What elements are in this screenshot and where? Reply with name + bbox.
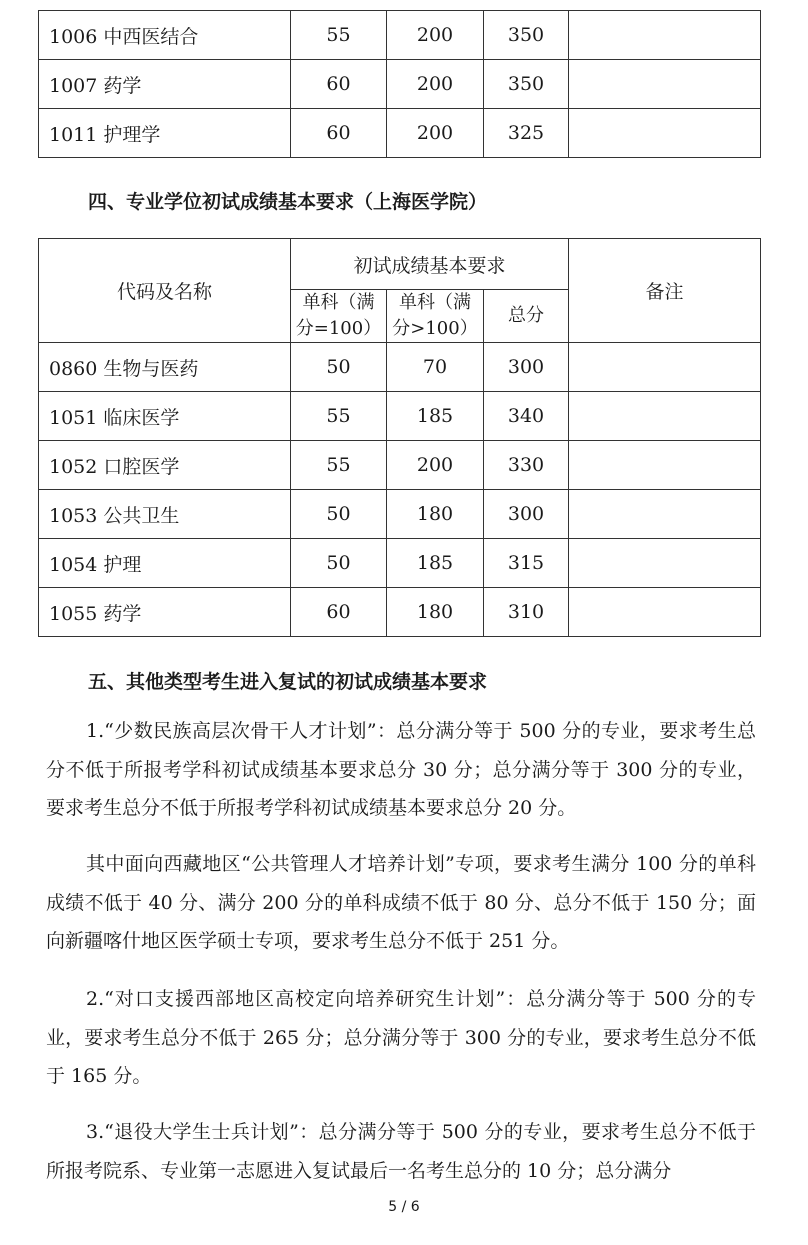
header-group: 初试成绩基本要求 bbox=[291, 239, 569, 290]
total-score: 350 bbox=[484, 60, 569, 109]
program-name: 1006 中西医结合 bbox=[39, 11, 291, 60]
table-row bbox=[39, 588, 761, 637]
single-gt100-score: 200 bbox=[387, 11, 484, 60]
paragraph-minority-plan: 1.“少数民族高层次骨干人才计划”：总分满分等于 500 分的专业，要求考生总分不低于所报考学科初试成绩基本要求总分 30 分；总分满分等于 300 分的专业，要求考生总分不低于所报考学科初试成绩基本要求总分 20 分。 bbox=[46, 720, 756, 819]
single-100-score: 60 bbox=[291, 109, 387, 158]
table-row bbox=[39, 60, 761, 109]
table-row bbox=[39, 539, 761, 588]
single-100-score: 55 bbox=[291, 392, 387, 441]
single-gt100-score: 185 bbox=[387, 392, 484, 441]
single-gt100-score: 70 bbox=[387, 343, 484, 392]
single-gt100-score: 185 bbox=[387, 539, 484, 588]
program-name: 1011 护理学 bbox=[39, 109, 291, 158]
program-name: 0860 生物与医药 bbox=[39, 343, 291, 392]
program-name: 1055 药学 bbox=[39, 588, 291, 637]
header-single-gt100-line2: 分>100） bbox=[392, 318, 478, 339]
note-cell bbox=[569, 539, 761, 588]
table-row bbox=[39, 109, 761, 158]
single-100-score: 60 bbox=[291, 588, 387, 637]
page-number: 5 / 6 bbox=[388, 1199, 420, 1215]
table-row bbox=[39, 441, 761, 490]
section-4-heading: 四、专业学位初试成绩基本要求（上海医学院） bbox=[88, 191, 488, 213]
total-score: 325 bbox=[484, 109, 569, 158]
paragraph-veteran-plan: 3.“退役大学生士兵计划”：总分满分等于 500 分的专业，要求考生总分不低于所报考院系、专业第一志愿进入复试最后一名考生总分的 10 分；总分满分 bbox=[46, 1121, 756, 1182]
table-header-row bbox=[39, 239, 761, 290]
program-name: 1051 临床医学 bbox=[39, 392, 291, 441]
header-single-gt100-line1: 单科（满 bbox=[399, 292, 471, 313]
program-name: 1052 口腔医学 bbox=[39, 441, 291, 490]
note-cell bbox=[569, 441, 761, 490]
paragraph-tibet-xinjiang: 其中面向西藏地区“公共管理人才培养计划”专项，要求考生满分 100 分的单科成绩不低于 40 分、满分 200 分的单科成绩不低于 80 分、总分不低于 150 分；面向新疆喀什地区医学硕士专项，要求考生总分不低于 251 分。 bbox=[46, 853, 756, 952]
note-cell bbox=[569, 11, 761, 60]
paragraph-western-support: 2.“对口支援西部地区高校定向培养研究生计划”：总分满分等于 500 分的专业，要求考生总分不低于 265 分；总分满分等于 300 分的专业，要求考生总分不低于 165 分。 bbox=[46, 988, 756, 1087]
program-name: 1054 护理 bbox=[39, 539, 291, 588]
note-cell bbox=[569, 343, 761, 392]
single-gt100-score: 200 bbox=[387, 109, 484, 158]
note-cell bbox=[569, 392, 761, 441]
single-100-score: 55 bbox=[291, 441, 387, 490]
header-note: 备注 bbox=[569, 239, 761, 343]
total-score: 330 bbox=[484, 441, 569, 490]
section-5-heading: 五、其他类型考生进入复试的初试成绩基本要求 bbox=[88, 671, 488, 693]
header-single-100 bbox=[291, 290, 387, 343]
total-score: 300 bbox=[484, 343, 569, 392]
single-100-score: 50 bbox=[291, 539, 387, 588]
table-row bbox=[39, 392, 761, 441]
score-table-academic bbox=[38, 10, 761, 158]
score-table-professional bbox=[38, 238, 761, 637]
total-score: 310 bbox=[484, 588, 569, 637]
program-name: 1007 药学 bbox=[39, 60, 291, 109]
table-row bbox=[39, 343, 761, 392]
total-score: 300 bbox=[484, 490, 569, 539]
single-gt100-score: 200 bbox=[387, 60, 484, 109]
header-single-100-line2: 分=100） bbox=[295, 318, 382, 339]
total-score: 340 bbox=[484, 392, 569, 441]
table-row bbox=[39, 11, 761, 60]
single-100-score: 60 bbox=[291, 60, 387, 109]
note-cell bbox=[569, 490, 761, 539]
total-score: 315 bbox=[484, 539, 569, 588]
header-total: 总分 bbox=[484, 290, 569, 343]
note-cell bbox=[569, 60, 761, 109]
single-gt100-score: 180 bbox=[387, 490, 484, 539]
single-gt100-score: 200 bbox=[387, 441, 484, 490]
single-100-score: 55 bbox=[291, 11, 387, 60]
note-cell bbox=[569, 109, 761, 158]
header-single-gt100 bbox=[387, 290, 484, 343]
table-row bbox=[39, 490, 761, 539]
single-100-score: 50 bbox=[291, 343, 387, 392]
header-single-100-line1: 单科（满 bbox=[302, 292, 375, 313]
single-100-score: 50 bbox=[291, 490, 387, 539]
header-code-name: 代码及名称 bbox=[39, 239, 291, 343]
note-cell bbox=[569, 588, 761, 637]
program-name: 1053 公共卫生 bbox=[39, 490, 291, 539]
total-score: 350 bbox=[484, 11, 569, 60]
single-gt100-score: 180 bbox=[387, 588, 484, 637]
